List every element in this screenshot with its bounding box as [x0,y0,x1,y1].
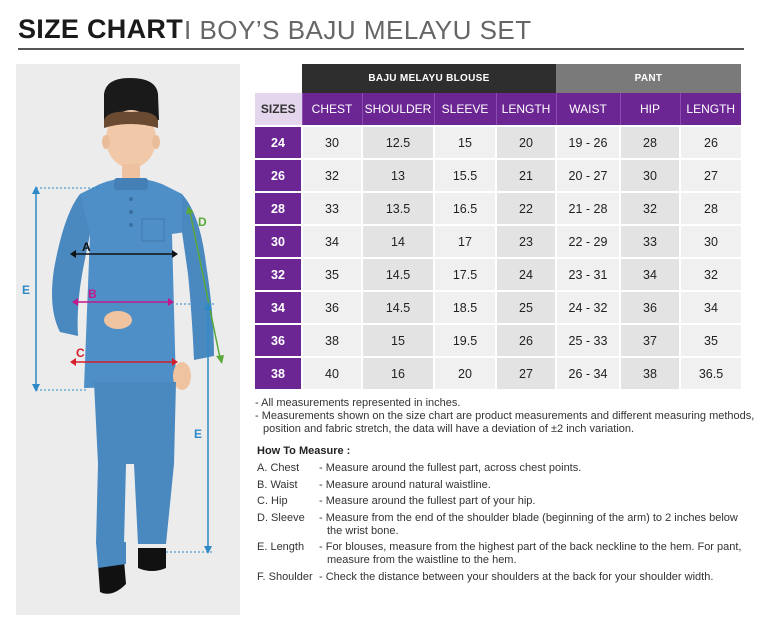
table-cell: 20 - 27 [556,159,620,192]
table-cell: 34 [680,291,741,324]
table-row [255,324,741,357]
left-sleeve [52,194,90,336]
table-cell: 33 [302,192,362,225]
col-header-blouse-length: LENGTH [496,93,556,126]
size-cell: 24 [255,126,302,159]
list-item [257,479,747,492]
table-cell: 13.5 [362,192,434,225]
group-header-blouse: BAJU MELAYU BLOUSE [302,64,556,93]
table-cell: 16.5 [434,192,496,225]
group-header-pant: PANT [556,64,741,93]
table-cell: 22 - 29 [556,225,620,258]
page-header [18,10,744,50]
col-header-sleeve: SLEEVE [434,93,496,126]
table-cell: 32 [302,159,362,192]
table-cell: 16 [362,357,434,389]
table-cell: 22 [496,192,556,225]
table-cell: 26 - 34 [556,357,620,389]
table-cell: 13 [362,159,434,192]
table-cell: 19 - 26 [556,126,620,159]
table-cell: 28 [680,192,741,225]
table-cell: 38 [302,324,362,357]
table-cell: 40 [302,357,362,389]
table-row [255,159,741,192]
table-cell: 30 [680,225,741,258]
table-row [255,258,741,291]
table-cell: 34 [302,225,362,258]
size-cell: 32 [255,258,302,291]
size-cell: 28 [255,192,302,225]
list-item [257,571,747,584]
table-row [255,291,741,324]
label-b: B [88,287,97,301]
label-e-top: E [22,283,31,297]
shirt-shape [76,178,186,388]
table-cell: 18.5 [434,291,496,324]
item-label: F. Shoulder [257,570,313,583]
list-item [257,462,747,475]
table-cell: 27 [496,357,556,389]
table-cell: 14.5 [362,258,434,291]
table-cell: 20 [496,126,556,159]
col-header-waist: WAIST [556,93,620,126]
table-cell: 19.5 [434,324,496,357]
table-row [255,225,741,258]
note-deviation: - Measurements shown on the size chart are product measurements and different measuring methods, position and fabric stretch, the data will have a deviation of ±2 inch variation. [255,410,755,435]
table-cell: 35 [302,258,362,291]
item-text: - Check the distance between your shoulders at the back for your shoulder width. [319,570,714,583]
item-text: - Measure around the fullest part, across chest points. [319,462,582,474]
table-cell: 35 [680,324,741,357]
list-item [257,495,747,508]
table-cell: 37 [620,324,680,357]
table-cell: 30 [620,159,680,192]
table-cell: 32 [680,258,741,291]
table-cell: 36 [302,291,362,324]
size-cell: 36 [255,324,302,357]
col-header-shoulder: SHOULDER [362,93,434,126]
table-row [255,357,741,389]
table-cell: 15 [434,126,496,159]
col-header-hip: HIP [620,93,680,126]
table-cell: 15 [362,324,434,357]
table-cell: 14 [362,225,434,258]
list-item [257,541,747,567]
col-header-pant-length: LENGTH [680,93,741,126]
table-cell: 23 - 31 [556,258,620,291]
table-cell: 15.5 [434,159,496,192]
table-cell: 17.5 [434,258,496,291]
table-row [255,126,741,159]
size-cell: 38 [255,357,302,389]
item-label: E. Length [257,541,305,553]
table-cell: 21 [496,159,556,192]
col-header-chest: CHEST [302,93,362,126]
item-label: C. Hip [257,495,288,507]
model-photo [16,64,240,615]
page-title: SIZE CHART [18,14,183,44]
table-cell: 34 [620,258,680,291]
col-header-sizes: SIZES [255,93,302,126]
table-cell: 28 [620,126,680,159]
label-e-bottom: E [194,427,203,441]
table-cell: 14.5 [362,291,434,324]
item-label: A. Chest [257,462,300,474]
model-illustration [16,64,240,615]
table-cell: 26 [496,324,556,357]
label-d: D [198,215,207,229]
list-item [257,512,747,538]
table-cell: 26 [680,126,741,159]
table-cell: 21 - 28 [556,192,620,225]
size-table [255,64,741,389]
table-cell: 17 [434,225,496,258]
table-cell: 33 [620,225,680,258]
table-cell: 24 - 32 [556,291,620,324]
table-cell: 20 [434,357,496,389]
size-cell: 34 [255,291,302,324]
table-cell: 32 [620,192,680,225]
how-to-measure-list [257,462,747,587]
item-label: B. Waist [257,478,298,491]
notes [255,397,755,436]
table-cell: 12.5 [362,126,434,159]
table-cell: 25 [496,291,556,324]
table-cell: 36 [620,291,680,324]
table-cell: 27 [680,159,741,192]
trousers-shape [94,382,176,544]
table-row [255,192,741,225]
table-cell: 38 [620,357,680,389]
item-text: - Measure around the fullest part of your hip. [319,495,536,507]
item-text: - Measure from the end of the shoulder blade (beginning of the arm) to 2 inches below the wrist bone. [319,511,738,537]
table-cell: 36.5 [680,357,741,389]
size-cell: 30 [255,225,302,258]
item-label: D. Sleeve [257,511,305,524]
table-cell: 24 [496,258,556,291]
item-text: - For blouses, measure from the highest part of the back neckline to the hem. For pant, measure from the waistline to the hem. [319,541,742,566]
table-cell: 30 [302,126,362,159]
label-a: A [82,240,91,254]
item-text: - Measure around natural waistline. [319,478,491,491]
table-cell: 23 [496,225,556,258]
table-header-row [255,93,741,126]
table-cell: 25 - 33 [556,324,620,357]
note-units: - All measurements represented in inches. [255,397,461,409]
label-c: C [76,346,85,360]
page-subtitle: I BOY’S BAJU MELAYU SET [184,15,532,45]
size-cell: 26 [255,159,302,192]
how-to-measure-title: How To Measure : [257,445,351,457]
